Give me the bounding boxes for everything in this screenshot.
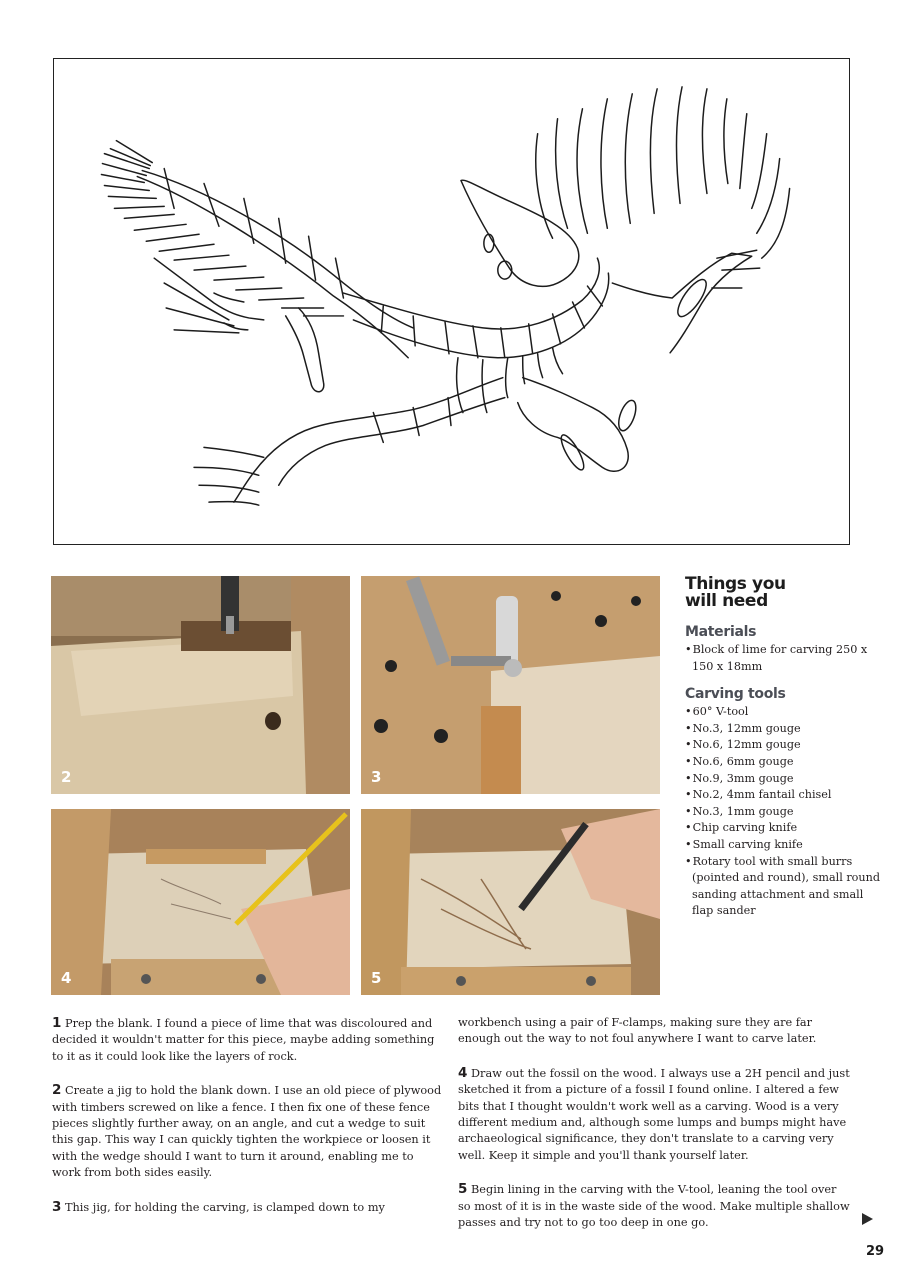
step-text: Begin lining in the carving with the V-tool, leaning the tool over so most of it is in the waste side of the wood. Make multiple shallow passes and try not to go too deep in one go. [458, 1183, 850, 1230]
list-item: • Chip carving knife [685, 820, 885, 837]
step-number: 5 [458, 1181, 468, 1198]
step-paragraph [52, 1082, 444, 1181]
step-text: Draw out the fossil on the wood. I always use a 2H pencil and just sketched it from a picture of a fossil I found online. I altered a few bits that I thought wouldn't work well as a carving. Wood is a very different medium and, although some lumps and bumps might have archaeological significance, they don't translate to a carving very well. Keep it simple and you'll thank yourself later. [458, 1066, 850, 1162]
fossil-nostril [498, 261, 512, 279]
step-number: 3 [52, 1198, 62, 1215]
step-number: 4 [458, 1064, 468, 1081]
fossil-lower-claw-2 [615, 398, 639, 433]
body-column-left [52, 1015, 444, 1233]
list-item: • Small carving knife [685, 837, 885, 854]
step-text: Create a jig to hold the blank down. I use an old piece of plywood with timbers screwed on like a fence. I then fix one of these fence pieces slightly further away, on an angle, and cut a wedge to suit this gap. This way I can quickly tighten the workpiece or loosen it with the wedge should I want to turn it around, enabling me to work from both sides easily. [52, 1084, 442, 1180]
fossil-lower-leg [518, 378, 629, 472]
step-paragraph [458, 1181, 850, 1231]
fossil-left-leg-inner [279, 398, 505, 486]
photo-number: 5 [371, 969, 382, 987]
step-paragraph [52, 1199, 444, 1216]
fossil-line-drawing [53, 58, 850, 545]
sidebar-title: Things you will need [685, 574, 786, 611]
bench-dog-clamp-photo [361, 576, 660, 794]
list-item: • No.6, 6mm gouge [685, 754, 885, 771]
fossil-eye [484, 234, 494, 252]
pencil-sketching-photo [51, 809, 350, 995]
things-you-need-panel [685, 576, 885, 931]
fossil-vertebrae [381, 286, 602, 358]
v-tool-carving-photo [361, 809, 660, 995]
step-paragraph [52, 1015, 444, 1065]
fossil-right-foot [612, 253, 751, 353]
carving-tools-list [685, 704, 885, 920]
fossil-spine-lower [353, 273, 608, 358]
fossil-right-toes [712, 250, 760, 288]
fossil-skull [461, 180, 579, 286]
list-item: • Block of lime for carving 250 x 150 x 18mm [685, 642, 885, 675]
body-column-right [458, 1015, 850, 1248]
fossil-back-feathers [536, 87, 790, 258]
carving-tools-heading: Carving tools [685, 686, 786, 703]
fossil-drawing-svg [54, 59, 849, 544]
step-number: 2 [52, 1082, 62, 1099]
photo-step-5 [361, 809, 660, 995]
step-text: Prep the blank. I found a piece of lime that was discoloured and decided it wouldn't matter for this piece, maybe adding something to it as it could look like the layers of rock. [52, 1017, 435, 1063]
next-page-arrow-icon [862, 1213, 873, 1225]
list-item: • No.3, 1mm gouge [685, 804, 885, 821]
page-number: 29 [866, 1244, 885, 1259]
photo-step-2 [51, 576, 350, 794]
fossil-tail-feathers [101, 141, 343, 316]
step-continuation: workbench using a pair of F-clamps, making sure they are far enough out the way to not foul anywhere I want to carve later. [458, 1016, 817, 1046]
photo-step-4 [51, 809, 350, 995]
step-paragraph [458, 1065, 850, 1164]
list-item: • No.2, 4mm fantail chisel [685, 787, 885, 804]
materials-heading: Materials [685, 624, 757, 640]
fossil-tail [142, 171, 413, 328]
fossil-left-leg [234, 378, 503, 502]
photo-number: 3 [371, 768, 382, 786]
photo-number: 2 [61, 768, 72, 786]
fossil-left-toes [194, 447, 264, 505]
step-text: This jig, for holding the carving, is clamped down to my [65, 1200, 385, 1214]
list-item: • No.9, 3mm gouge [685, 771, 885, 788]
fossil-left-arm [286, 308, 324, 392]
list-item: • Rotary tool with small burrs (pointed and round), small round sanding attachment and small flap sander [685, 854, 885, 920]
photo-number: 4 [61, 969, 72, 987]
photo-step-3 [361, 576, 660, 794]
drill-on-jig-photo [51, 576, 350, 794]
materials-list [685, 642, 885, 675]
list-item: • No.3, 12mm gouge [685, 721, 885, 738]
step-number: 1 [52, 1015, 62, 1031]
list-item: • No.6, 12mm gouge [685, 737, 885, 754]
list-item: • 60° V-tool [685, 704, 885, 721]
